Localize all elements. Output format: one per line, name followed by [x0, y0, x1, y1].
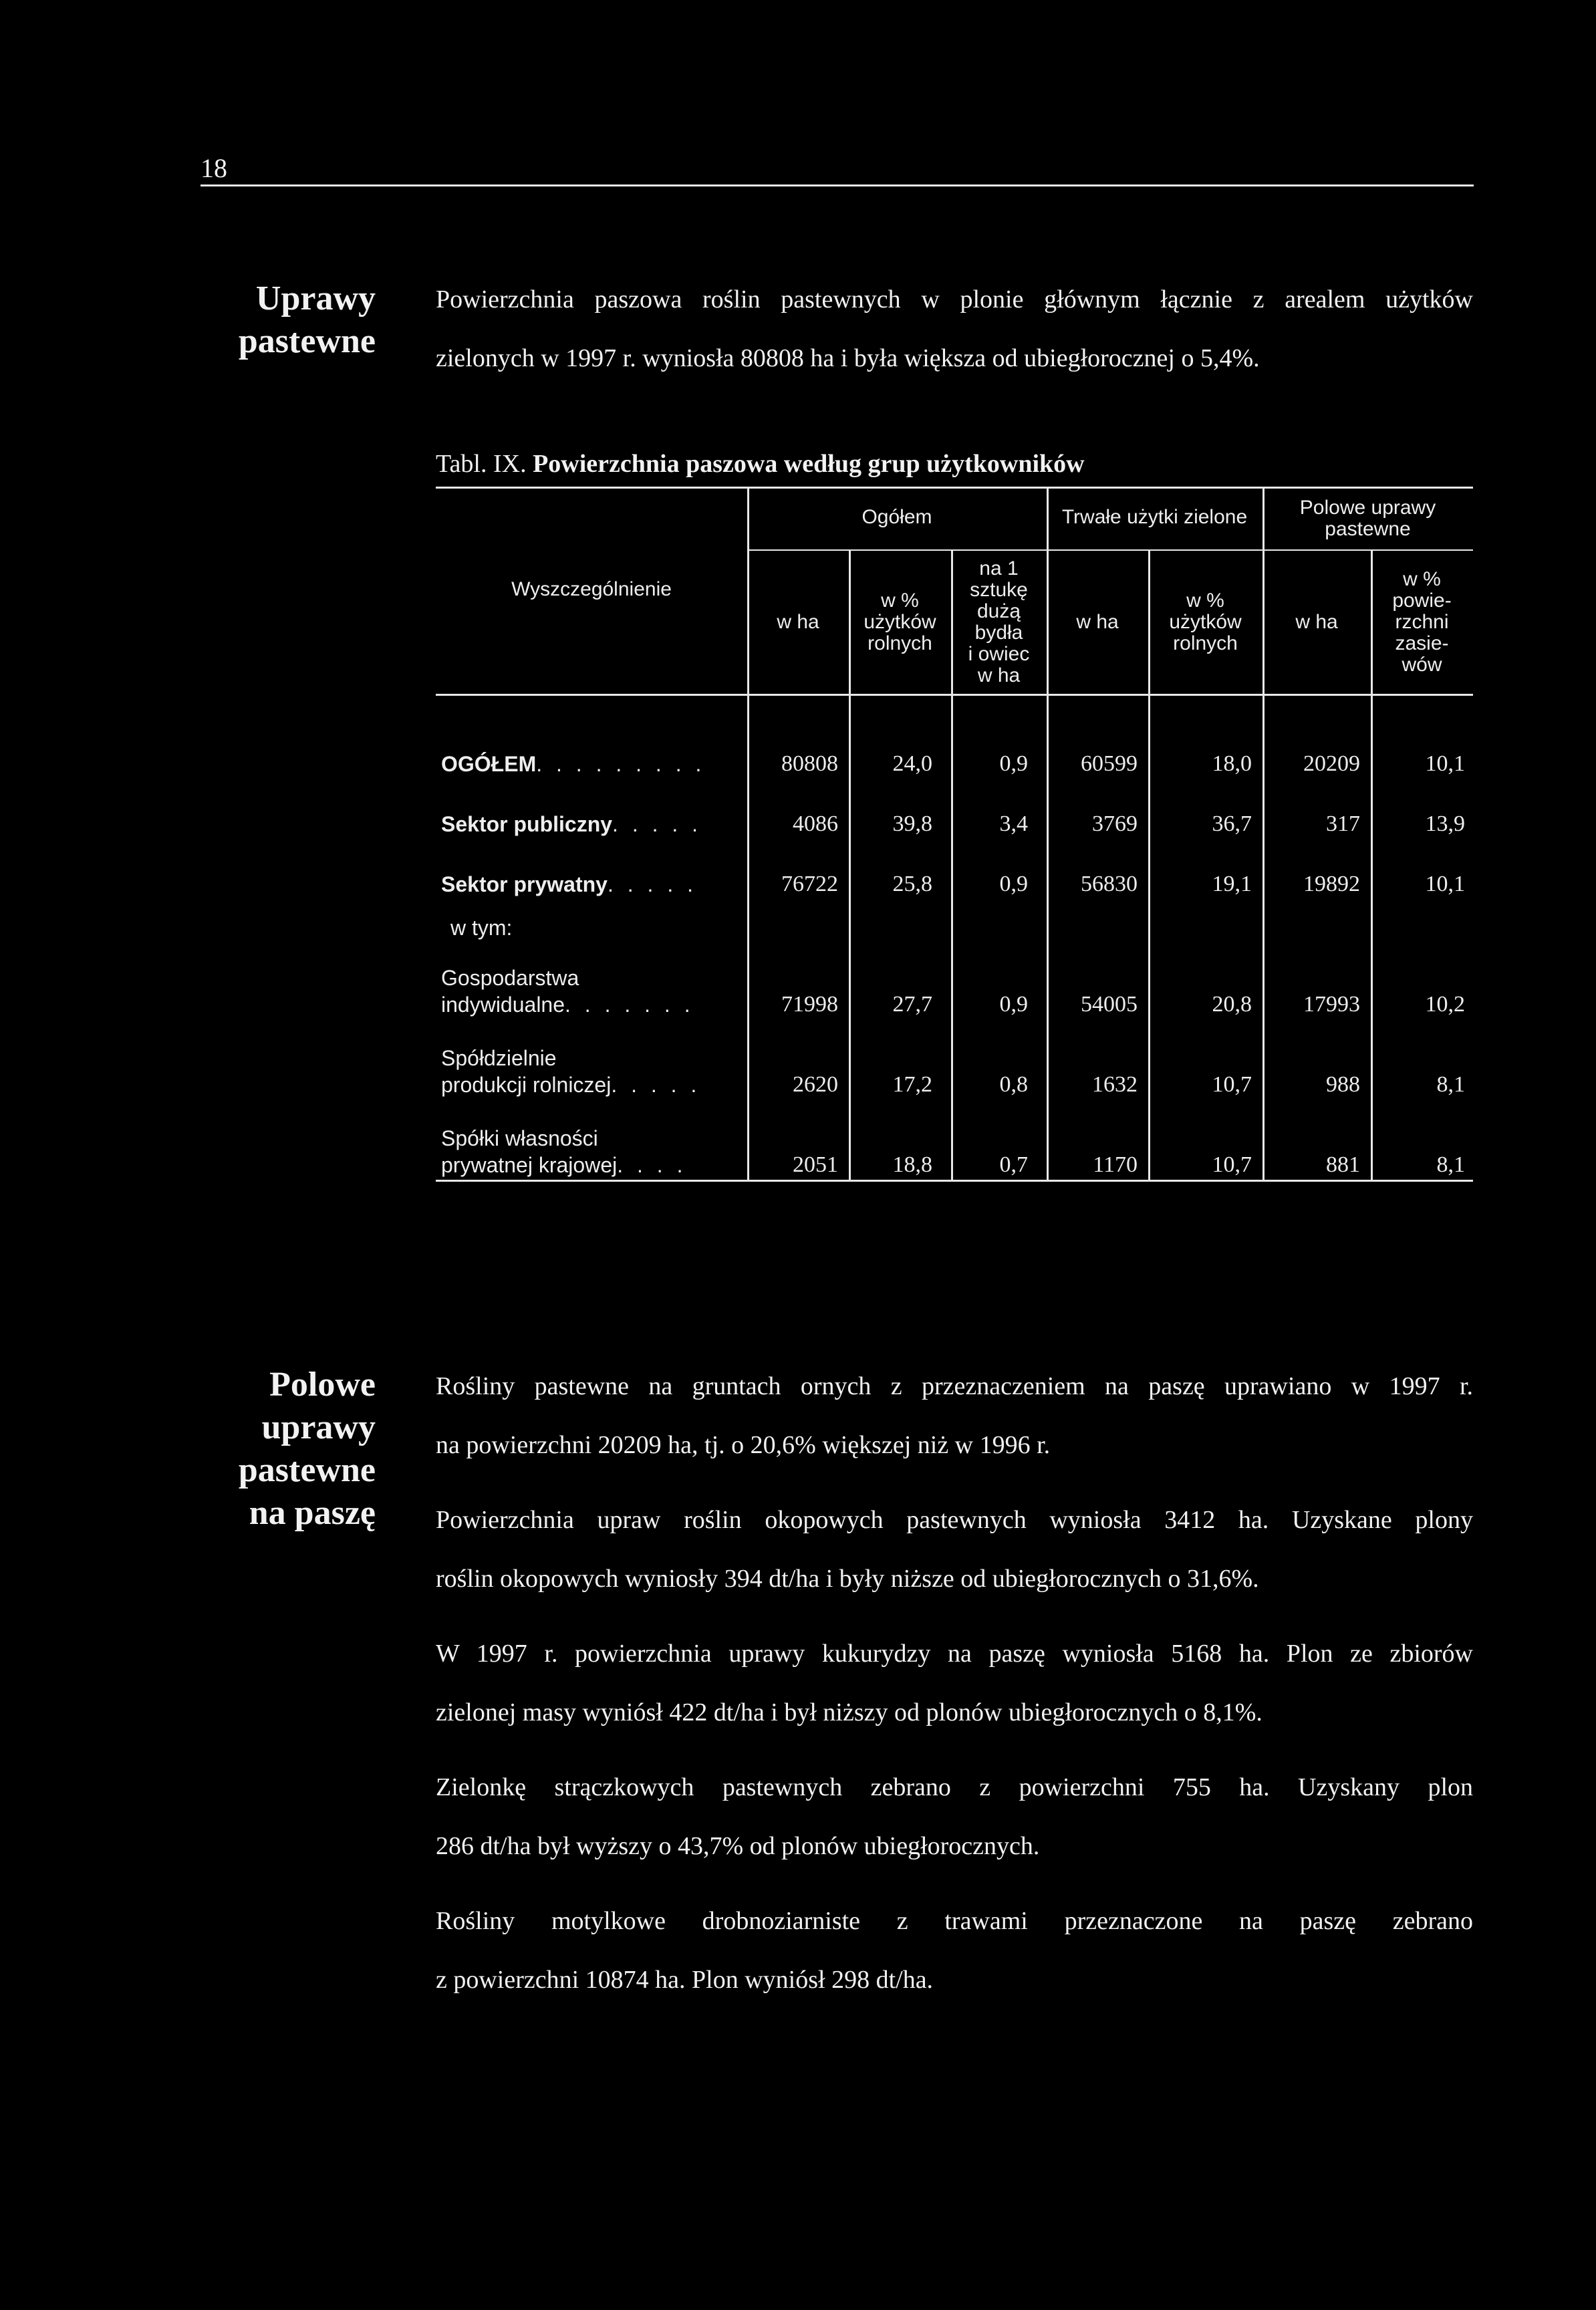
paragraph-line: Powierzchnia upraw roślin okopowych pastewnych wyniosła 3412 ha. Uzyskane plony	[436, 1506, 1473, 1534]
table-cell: 39,8	[892, 811, 932, 836]
paragraph-line: Rośliny pastewne na gruntach ornych z przeznaczeniem na paszę uprawiano w 1997 r.	[436, 1372, 1473, 1400]
column-header-line: w ha	[777, 611, 819, 633]
table-cell: 80808	[781, 751, 838, 776]
row-label-line	[441, 751, 705, 777]
column-header-line: rzchni	[1395, 611, 1449, 633]
column-header-line: wów	[1402, 654, 1442, 676]
header-line: Polowe uprawy	[1299, 497, 1436, 519]
leader-dots: . . . .	[617, 1153, 687, 1177]
side-heading-line: pastewne	[238, 1451, 376, 1489]
column-header-line: sztukę	[970, 579, 1028, 601]
table-label: Tabl. IX.	[436, 450, 527, 478]
table-cell: 8,1	[1436, 1152, 1465, 1177]
row-label-text: Sektor publiczny	[441, 812, 613, 836]
column-header-line: na 1	[979, 557, 1019, 580]
column-header-line: i owiec	[968, 643, 1030, 665]
column-header-line: rolnych	[1173, 632, 1238, 654]
table-caption	[436, 449, 1085, 479]
table-cell: 36,7	[1212, 811, 1252, 836]
column-header-line: w ha	[1076, 611, 1119, 633]
table-title: Powierzchnia paszowa według grup użytkowników	[533, 450, 1085, 478]
body-paragraph	[436, 1892, 1473, 2009]
table-cell: 56830	[1081, 872, 1138, 896]
column-divider	[1047, 487, 1049, 1180]
row-label	[441, 751, 705, 777]
column-header-line: w ha	[1295, 611, 1338, 633]
row-label	[441, 811, 702, 838]
row-label-line	[450, 914, 512, 941]
header-group-ogolem: Ogółem	[861, 506, 932, 528]
row-label-text: indywidualne	[441, 993, 565, 1017]
body-paragraph	[436, 1758, 1473, 1876]
table-cell: 988	[1326, 1072, 1360, 1097]
row-label	[441, 871, 697, 898]
column-header-line: w ha	[977, 664, 1021, 686]
table-cell: 10,1	[1425, 872, 1465, 896]
row-label-line	[441, 965, 694, 991]
header-row-label: Wyszczególnienie	[511, 578, 672, 600]
header-bottom-rule	[436, 694, 1473, 696]
header-group-rule	[747, 549, 1473, 551]
side-heading-polowe-uprawy	[180, 1364, 376, 1535]
side-heading-line: uprawy	[261, 1408, 376, 1446]
leader-dots: . . . . . . .	[565, 993, 694, 1017]
column-header-line: w %	[1403, 568, 1441, 590]
paragraph-line: zielonych w 1997 r. wyniosła 80808 ha i była większa od ubiegłorocznej o 5,4%.	[436, 344, 1260, 372]
side-heading-uprawy-pastewne	[201, 277, 376, 363]
paragraph-line: W 1997 r. powierzchnia uprawy kukurydzy na paszę wyniosła 5168 ha. Plon ze zbiorów	[436, 1640, 1473, 1668]
column-header-line: rolnych	[868, 632, 932, 654]
body-paragraph	[436, 1491, 1473, 1608]
row-label-text: Sektor prywatny	[441, 872, 608, 896]
column-header	[1262, 612, 1371, 633]
column-header-line: bydła	[974, 622, 1023, 644]
table-cell: 2620	[793, 1072, 838, 1097]
table-cell: 881	[1326, 1152, 1360, 1177]
table-cell: 1170	[1093, 1152, 1138, 1177]
row-label-line	[441, 1071, 700, 1098]
table-cell: 0,9	[999, 872, 1028, 896]
header-group-trwale: Trwałe użytki zielone	[1061, 506, 1248, 528]
paragraph-line: Zielonkę strączkowych pastewnych zebrano z powierzchni 755 ha. Uzyskany plon	[436, 1773, 1473, 1801]
leader-dots: . . . . .	[611, 1073, 701, 1097]
row-label	[441, 1045, 700, 1098]
row-label-line	[441, 1125, 686, 1152]
paragraph-line: zielonej masy wyniósł 422 dt/ha i był niższy od plonów ubiegłorocznych o 8,1%.	[436, 1698, 1262, 1726]
row-label-line	[441, 811, 702, 838]
table-cell: 3,4	[999, 811, 1028, 836]
paragraph-line: roślin okopowych wyniosły 394 dt/ha i były niższe od ubiegłorocznych o 31,6%.	[436, 1565, 1259, 1593]
table-bottom-rule	[436, 1180, 1473, 1182]
header-line: pastewne	[1325, 518, 1411, 540]
column-divider	[747, 487, 749, 1180]
row-label-text: produkcji rolniczej	[441, 1073, 612, 1097]
column-header-line: w %	[1186, 590, 1224, 612]
table-cell: 1632	[1092, 1072, 1138, 1097]
row-label-line	[441, 871, 697, 898]
side-heading-line: na paszę	[249, 1494, 376, 1532]
column-header	[951, 558, 1047, 686]
column-header	[849, 590, 951, 654]
table-cell: 18,8	[892, 1152, 932, 1177]
table-cell: 10,2	[1425, 992, 1465, 1017]
table-top-rule	[436, 487, 1473, 489]
paragraph-line: na powierzchni 20209 ha, tj. o 20,6% większej niż w 1996 r.	[436, 1431, 1051, 1459]
table-cell: 76722	[781, 872, 838, 896]
column-divider	[1262, 487, 1265, 1180]
table-cell: 4086	[793, 811, 838, 836]
table-cell: 17993	[1303, 992, 1360, 1017]
paragraph-line: 286 dt/ha był wyższy o 43,7% od plonów ubiegłorocznych.	[436, 1832, 1040, 1860]
column-header-line: użytków	[1169, 611, 1242, 633]
body-paragraph	[436, 1624, 1473, 1742]
table-cell: 8,1	[1436, 1072, 1465, 1097]
table-cell: 0,9	[999, 751, 1028, 776]
side-heading-line: pastewne	[238, 322, 376, 360]
column-header-line: zasie-	[1395, 632, 1449, 654]
table-cell: 317	[1326, 811, 1360, 836]
row-label-text: Gospodarstwa	[441, 966, 579, 990]
table-cell: 10,7	[1212, 1072, 1252, 1097]
paragraph-line: z powierzchni 10874 ha. Plon wyniósł 298 dt/ha.	[436, 1966, 934, 1994]
table-cell: 20209	[1303, 751, 1360, 776]
row-label-text: Spółdzielnie	[441, 1046, 557, 1070]
leader-dots: . . . . . . . . .	[536, 752, 706, 776]
row-label	[441, 965, 694, 1018]
leader-dots: . . . . .	[607, 872, 697, 896]
header-group-polowe	[1262, 497, 1473, 540]
column-header	[747, 612, 849, 633]
table-cell: 24,0	[892, 751, 932, 776]
row-label	[450, 914, 512, 941]
side-heading-line: Uprawy	[255, 279, 376, 317]
table-cell: 10,7	[1212, 1152, 1252, 1177]
side-heading-line: Polowe	[269, 1366, 376, 1404]
row-label-text: Spółki własności	[441, 1126, 598, 1150]
table-cell: 71998	[781, 992, 838, 1017]
table-cell: 19,1	[1212, 872, 1252, 896]
section2-body	[436, 1357, 1473, 2025]
column-header	[1148, 590, 1262, 654]
table-cell: 25,8	[892, 872, 932, 896]
table-cell: 19892	[1303, 872, 1360, 896]
table-cell: 0,7	[999, 1152, 1028, 1177]
column-header-line: powie-	[1392, 590, 1452, 612]
table-cell: 0,9	[999, 992, 1028, 1017]
table	[436, 487, 1473, 1182]
row-label	[441, 1125, 686, 1178]
table-cell: 3769	[1092, 811, 1138, 836]
table-cell: 20,8	[1212, 992, 1252, 1017]
column-header-line: w %	[881, 590, 919, 612]
intro-paragraph	[436, 270, 1473, 388]
column-header	[1371, 569, 1473, 676]
body-paragraph	[436, 1357, 1473, 1474]
page-number: 18	[201, 153, 227, 183]
table-cell: 13,9	[1425, 811, 1465, 836]
table-cell: 54005	[1081, 992, 1138, 1017]
row-label-text: OGÓŁEM	[441, 752, 537, 776]
table-cell: 18,0	[1212, 751, 1252, 776]
table-cell: 0,8	[999, 1072, 1028, 1097]
paragraph-line: Rośliny motylkowe drobnoziarniste z trawami przeznaczone na paszę zebrano	[436, 1907, 1473, 1935]
table-cell: 17,2	[892, 1072, 932, 1097]
column-header	[1047, 612, 1148, 633]
leader-dots: . . . . .	[612, 812, 702, 836]
table-cell: 2051	[793, 1152, 838, 1177]
top-rule	[201, 184, 1474, 186]
row-label-line	[441, 1152, 686, 1178]
row-label-text: prywatnej krajowej	[441, 1153, 618, 1177]
table-cell: 60599	[1081, 751, 1138, 776]
row-label-line	[441, 991, 694, 1018]
table-cell: 27,7	[892, 992, 932, 1017]
paragraph-line: Powierzchnia paszowa roślin pastewnych w plonie głównym łącznie z arealem użytków	[436, 285, 1473, 313]
row-label-line	[441, 1045, 700, 1071]
column-header-line: użytków	[863, 611, 936, 633]
column-header-line: dużą	[976, 600, 1021, 622]
row-label-text: w tym:	[450, 916, 513, 940]
table-cell: 10,1	[1425, 751, 1465, 776]
